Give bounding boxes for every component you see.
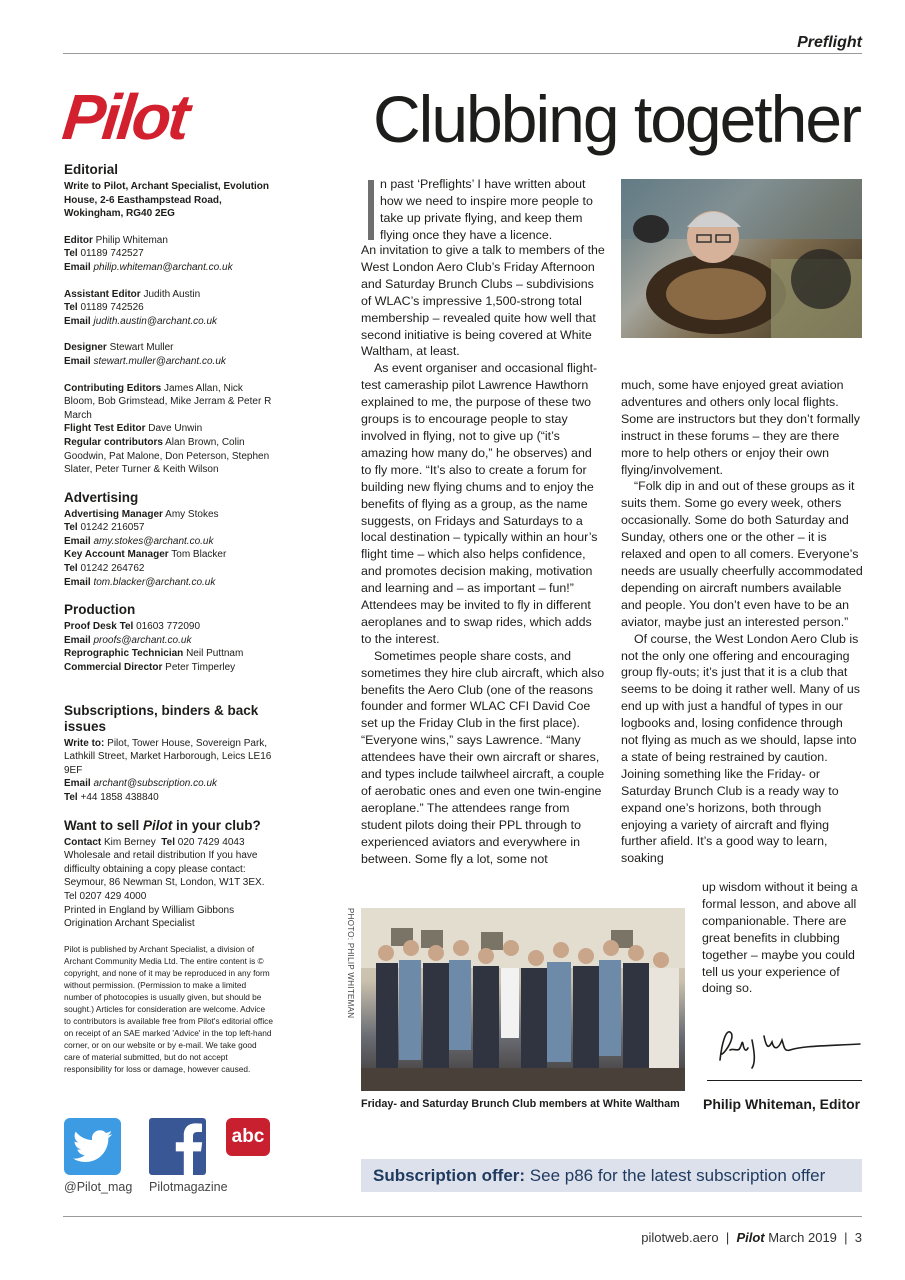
footer-divider [63, 1216, 862, 1217]
key-account-email-link[interactable]: tom.blacker@archant.co.uk [93, 576, 216, 588]
advertising-contacts: Advertising Manager Amy Stokes Tel 01242 216057 Email amy.stokes@archant.co.uk Key Account Manager Tom Blacker Tel 01242 264762 Email tom.blacker@archant.co.uk [64, 508, 227, 588]
contributors-list: Contributing Editors James Allan, Nick Bloom, Bob Grimstead, Mike Jerram & Peter R March Flight Test Editor Dave Unwin Regular contributors Alan Brown, Colin Goodwin, Pat Malone, Don Peterson, Stephen Slater, Peter Turner & Keith Wilson [64, 382, 272, 476]
masthead-column [64, 162, 274, 1075]
designer-contact: Designer Stewart Muller Email stewart.muller@archant.co.uk [64, 342, 226, 367]
photo-credit: PHOTO: PHILIP WHITEMAN [346, 908, 355, 1019]
subscription-offer-banner[interactable] [361, 1159, 862, 1192]
subscriptions-contacts: Write to: Pilot, Tower House, Sovereign Park, Lathkill Street, Market Harborough, Leics LE16 9EF Email archant@subscription.co.uk Tel +44 1858 438840 [64, 737, 272, 803]
subscriptions-heading: Subscriptions, binders & back issues [64, 702, 259, 734]
facebook-f-icon[interactable] [149, 1118, 206, 1175]
article-column-1: An invitation to give a talk to members of the West London Aero Club’s Friday Afternoon and Saturday Brunch Clubs – subdivisions of WLAC’s impressive 1,500-strong total membership – revealed quite how well that second initiative is being covered at White Waltham, at least. As event organiser and occasional flight-test cameraship pilot Lawrence Hawthorn explained to me, the purpose of these two groups is to encourage people to stay involved in flying, not to give up (“it’s amazing how many do,” he observes) and to fly more. “It’s also to create a forum for building new flying chums and to enjoy the benefits of flying as a group, as the name suggests, on Fridays and Saturdays to a local destination – typically within an hour’s flight time – which also helps confidence, and promotes decision making, motivation and learning and – as important – fun!” Attendees may be invited to fly in different aeroplanes and to swap rides, which adds to the interest. Sometimes people share costs, and sometimes they hire club aircraft, which also benefits the Aero Club (one of the reasons founder and former WLAC CFI David Coe set up the Friday Club in the first place). “Everyone wins,” says Lawrence. “Many attendees have their own aircraft or shares, and types include tailwheel aircraft, a couple of aerobatic ones and even one twin-engine aeroplane.” The attendees range from student pilots doing their PPL through to experienced aviators and everywhere in between. Some fly a lot, some not [361, 243, 605, 866]
subscription-offer-text: See p86 for the latest subscription offer [529, 1165, 826, 1185]
footer-issue: March 2019 [768, 1230, 837, 1245]
assistant-editor-contact: Assistant Editor Judith Austin Tel 01189 742526 Email judith.austin@archant.co.uk [64, 288, 218, 327]
footer-website[interactable]: pilotweb.aero [641, 1230, 719, 1245]
group-photo [361, 908, 685, 1091]
page-footer: pilotweb.aero | Pilot March 2019 | 3 [641, 1230, 862, 1245]
twitter-handle[interactable]: @Pilot_mag [64, 1180, 133, 1194]
page-number: 3 [854, 1230, 862, 1245]
subs-email-link[interactable]: archant@subscription.co.uk [93, 778, 218, 790]
abc-badge: abc [226, 1118, 270, 1156]
signature-rule [707, 1080, 862, 1081]
twitter-bird-icon[interactable] [64, 1118, 121, 1175]
editorial-heading: Editorial [64, 162, 119, 177]
article-headline: Clubbing together [373, 82, 861, 156]
article-lead: n past ‘Preflights’ I have written about how we need to inspire more people to take up private flying, and keep them flying once they have a licence. [380, 177, 593, 242]
section-title: Preflight [797, 34, 862, 51]
footer-magazine: Pilot [736, 1230, 765, 1245]
editor-signoff: Philip Whiteman, Editor [703, 1096, 861, 1112]
sell-pilot-heading: Want to sell Pilot in your club? [64, 817, 261, 833]
production-contacts: Proof Desk Tel 01603 772090 Email proofs@archant.co.uk Reprographic Technician Neil Puttnam Commercial Director Peter Timperley [64, 621, 244, 674]
drop-cap-bar [368, 180, 374, 240]
advertising-heading: Advertising [64, 489, 139, 505]
proofs-email-link[interactable]: proofs@archant.co.uk [93, 634, 192, 646]
facebook-handle[interactable]: Pilotmagazine [149, 1180, 228, 1194]
ad-manager-email-link[interactable]: amy.stokes@archant.co.uk [93, 535, 214, 547]
article-column-2-end: up wisdom without it being a formal lesson, and above all companionable. There are great benefits in clubbing together – maybe you could tell us your experience of doing so. [702, 880, 858, 996]
editor-email-link[interactable]: philip.whiteman@archant.co.uk [93, 261, 233, 273]
distribution-info: Contact Kim Berney Tel 020 7429 4043 Wholesale and retail distribution If you have difficulty obtaining a copy please contact: Seymour, 86 Newman St, London, W1T 3EX. Tel 0207 429 4000 Printed in England by William Gibbons Origination Archant Specialist [64, 836, 265, 930]
article-column-2: much, some have enjoyed great aviation adventures and others only local flights. Some are instructors but they don’t formally instruct in these forums – they are there more to help others or enjoy their own flying/involvement. “Folk dip in and out of these groups as it suits them. Some go every week, others occasionally. Some do both Saturday and Sunday, others one or the other – it is relaxed and open to all comers. Everyone’s needs are usually cheerfully accommodated depending on aircraft numbers available and people. You don’t even have to be an aviator, maybe just an interested person.” Of course, the West London Aero Club is not the only one offering and encouraging group fly-outs; it’s just that it is a club that seems to be doing it rather well. Many of us end up with just a handful of types in our logbooks and, losing confidence through not flying as much as we should, lapse into a state of being restrained by caution. Joining something like the Friday- or Saturday Brunch Club is a ready way to expand one’s horizons, both through enjoying a variety of aircraft and flying further afield. It’s a good way to learn, soaking [621, 378, 863, 866]
editorial-address: Write to Pilot, Archant Specialist, Evolution House, 2-6 Easthampstead Road, Wokingham, RG40 2EG [64, 181, 270, 220]
assistant-editor-email-link[interactable]: judith.austin@archant.co.uk [93, 315, 218, 327]
pilot-logo: Pilot [59, 81, 191, 153]
editor-contact: Editor Philip Whiteman Tel 01189 742527 Email philip.whiteman@archant.co.uk [64, 234, 233, 273]
designer-email-link[interactable]: stewart.muller@archant.co.uk [93, 355, 226, 367]
legal-notice: Pilot is published by Archant Specialist, a division of Archant Community Media Ltd. The entire content is © copyright, and none of it may be reproduced in any form without permission. (Permission to make a limited number of photocopies is usually given, but should be sought.) Articles for consideration are welcome. Advice to contributors is available free from Pilot's editorial office on receipt of an SAE marked 'Advice' in the top left-hand corner, or on our website or by e-mail. We take good care of material submitted, but do not accept responsibility for loss or damage, however caused. [64, 943, 273, 1074]
photo-caption: Friday- and Saturday Brunch Club members at White Waltham [361, 1098, 680, 1110]
editor-signature [712, 1022, 862, 1072]
header-divider [63, 53, 862, 54]
editor-portrait-photo [621, 179, 862, 338]
subscription-offer-label: Subscription offer: [373, 1165, 526, 1185]
production-heading: Production [64, 602, 136, 618]
